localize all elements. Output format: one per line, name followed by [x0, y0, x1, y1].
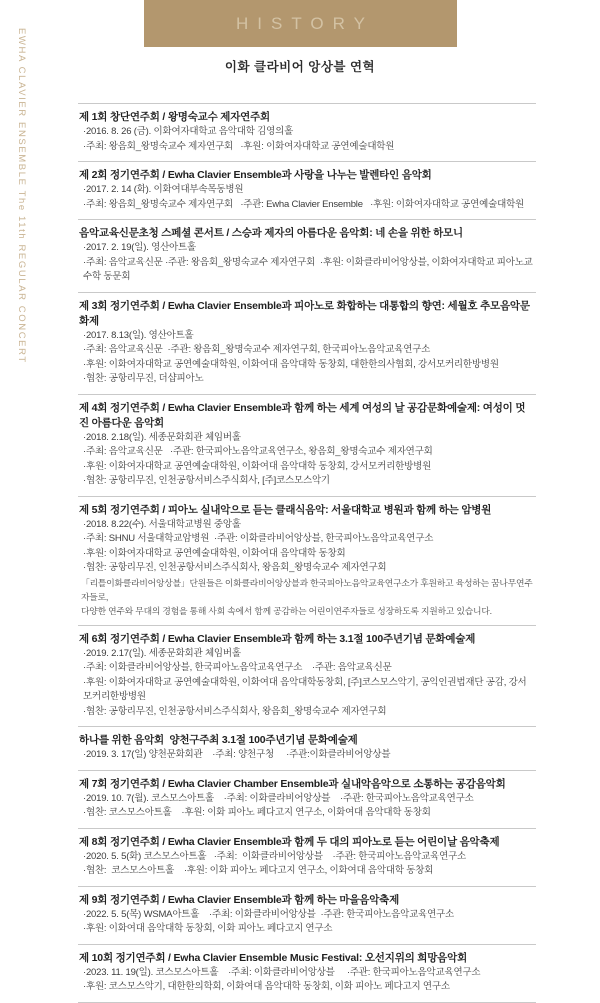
entry-title: 제 8회 정기연주회 / Ewha Clavier Ensemble과 함께 두 대의 피아노로 듣는 어린이날 음악축제: [79, 835, 500, 848]
entry-detail-line: ·협찬: 공항리무진, 인천공항서비스주식회사, 왕음회_왕명숙교수 제자연구회: [83, 705, 387, 717]
entry-detail-line: ·협찬: 공항리무진, 더샵피아노: [83, 373, 204, 384]
entry-title: 제 7회 정기연주회 / Ewha Clavier Chamber Ensemble과 실내악음악으로 소통하는 공감음악회: [79, 777, 506, 790]
entry-detail-line: ·2022. 5. 5(목) WSMA아트홀 ·주최: 이화클라비어앙상블 ·주관: 한국피아노음악교육연구소: [83, 908, 454, 920]
entry-lines: [79, 908, 535, 937]
entry-detail-line: ·후원: 이화여대 음악대학 동창회, 이화 피아노 페다고지 연구소: [83, 923, 333, 934]
entry-detail-line: ·2017. 8.13(일). 영산아트홀: [83, 329, 194, 341]
history-entry: [78, 625, 536, 727]
entry-title: 제 4회 정기연주회 / Ewha Clavier Ensemble과 함께 하는 세계 여성의 날 공감문화예술제: 여성이 멋진 아름다운 음악회: [79, 401, 526, 429]
history-entry: [78, 496, 536, 625]
history-entry: [78, 886, 536, 944]
entry-lines: [79, 183, 535, 212]
entry-detail-line: ·2016. 8. 26 (금). 이화여자대학교 음악대학 김영의홀: [83, 126, 294, 137]
history-entry: [78, 726, 536, 770]
entry-title: 음악교육신문초청 스페셜 콘서트 / 스승과 제자의 아름다운 음악회: 네 손을 위한 하모니: [79, 227, 463, 239]
entry-lines: [79, 329, 535, 387]
entry-detail-line: ·주최: 왕음회_왕명숙교수 제자연구회 ·주관: Ewha Clavier Ensemble ·후원: 이화여자대학교 공연예술대학원: [83, 198, 525, 210]
entry-detail-line: ·2019. 10. 7(월). 코스모스아트홀 ·주최: 이화클라비어앙상블 ·주관: 한국피아노음악교육연구소: [83, 792, 474, 804]
side-vertical-title: EWHA CLAVIER ENSEMBLE The 11th REGULAR CONCERT: [16, 28, 27, 364]
entry-detail-line: ·주최: 이화클라비어앙상블, 한국피아노음악교육연구소 ·주관: 음악교육신문: [83, 662, 392, 673]
entry-lines: [79, 792, 535, 821]
header-band: [144, 0, 457, 47]
entry-note-line: 「리틀이화클라비어앙상블」단원들은 이화클라비어앙상블과 한국피아노음악교육연구소가 후원하고 육성하는 꿈나무연주자들로,: [81, 577, 533, 602]
history-entry: [78, 394, 536, 496]
entry-lines: [79, 647, 535, 720]
entry-note-line: 다양한 연주와 무대의 경험을 통해 사회 속에서 함께 공감하는 어린이연주자들로 성장하도록 지원하고 있습니다.: [81, 605, 492, 616]
history-entry: [78, 770, 536, 828]
history-entry: [78, 219, 536, 292]
entry-detail-line: ·협찬: 공항리무진, 인천공항서비스주식회사, 왕음회_왕명숙교수 제자연구회: [83, 562, 387, 573]
history-entry: [78, 292, 536, 394]
entry-detail-line: ·주최: SHNU 서울대학교암병원 ·주관: 이화클라비어앙상블, 한국피아노음악교육연구소: [83, 533, 434, 544]
entry-detail-line: ·후원: 이화여자대학교 공연예술대학원, 이화여대 음악대학 동창회, 대한한의사협회, 강서모커리한방병원: [83, 358, 499, 370]
entry-detail-line: ·후원: 이화여자대학교 공연예술대학원, 이화여대 음악대학 동창회: [83, 547, 346, 559]
entry-lines: [79, 125, 535, 154]
history-entry: [78, 828, 536, 886]
entry-detail-line: ·협찬: 코스모스아트홀 ·후원: 이화 피아노 페다고지 연구소, 이화여대 음악대학 동창회: [83, 865, 434, 876]
entry-detail-line: ·주최: 음악교육신문 ·주관: 한국피아노음악교육연구소, 왕음회_왕명숙교수 제자연구회: [83, 446, 433, 457]
entry-lines: [79, 966, 535, 995]
entry-lines: [79, 241, 535, 285]
entry-title: 제 9회 정기연주회 / Ewha Clavier Ensemble과 함께 하는 마을음악축제: [79, 893, 400, 906]
entry-detail-line: ·2019. 3. 17(일) 양천문화회관 ·주최: 양천구청 ·주관:이화클라비어앙상블: [83, 749, 391, 760]
entry-detail-line: ·주최: 왕음회_왕명숙교수 제자연구회 ·후원: 이화여자대학교 공연예술대학원: [83, 140, 395, 152]
entry-lines: [79, 518, 535, 618]
page-subtitle: 이화 클라비어 앙상블 연혁: [224, 60, 376, 74]
entry-title: 제 3회 정기연주회 / Ewha Clavier Ensemble과 피아노로 화합하는 대통합의 향연: 세월호 추모음악문화제: [79, 299, 530, 327]
entry-detail-line: ·2018. 8.22(수). 서울대학교병원 중앙홀: [83, 518, 241, 530]
entry-detail-line: ·2023. 11. 19(일). 코스모스아트홀 ·주최: 이화클라비어앙상블 ·주관: 한국피아노음악교육연구소: [83, 966, 481, 978]
history-entry: [78, 103, 536, 161]
entry-title: 제 1회 창단연주회 / 왕명숙교수 제자연주회: [79, 111, 270, 123]
entry-detail-line: ·후원: 이화여자대학교 공연예술대학원, 이화여대 음악대학동창회, [주]코스모스악기, 공익인권법재단 공감, 강서모커리한방병원: [83, 676, 527, 702]
entry-detail-line: ·2017. 2. 14 (화). 이화여대부속목동병원: [83, 184, 244, 195]
entry-title: 제 2회 정기연주회 / Ewha Clavier Ensemble과 사랑을 나누는 발렌타인 음악회: [79, 169, 432, 181]
entry-lines: [79, 431, 535, 489]
entry-title: 제 5회 정기연주회 / 피아노 실내악으로 듣는 클래식음악: 서울대학교 병원과 함께 하는 암병원: [79, 503, 492, 516]
entry-detail-line: ·2018. 2.18(일). 세종문화회관 체임버홀: [83, 431, 241, 443]
entry-detail-line: ·후원: 이화여자대학교 공연예술대학원, 이화여대 음악대학 동창회, 강서모커리한방병원: [83, 460, 432, 472]
entry-detail-line: ·후원: 코스모스악기, 대한한의학회, 이화여대 음악대학 동창회, 이화 피아노 페다고지 연구소: [83, 981, 450, 992]
page-title: HISTORY: [236, 13, 374, 33]
entry-title: 제 10회 정기연주회 / Ewha Clavier Ensemble Music Festival: 오선지위의 희망음악회: [79, 951, 468, 964]
entry-detail-line: ·협찬: 공항리무진, 인천공항서비스주식회사, [주]코스모스악기: [83, 475, 330, 486]
entry-detail-line: ·주최: 음악교육신문 ·주관: 왕음회_왕명숙교수 제자연구회, 한국피아노음악교육연구소: [83, 344, 431, 355]
entry-title: 하나를 위한 음악회 양천구주최 3.1절 100주년기념 문화예술제: [79, 734, 358, 746]
history-entry: [78, 944, 536, 1002]
entry-detail-line: ·2017. 2. 19(일). 영산아트홀: [83, 242, 196, 253]
entry-title: 제 6회 정기연주회 / Ewha Clavier Ensemble과 함께 하는 3.1절 100주년기념 문화예술제: [79, 632, 476, 645]
entry-lines: [79, 850, 535, 879]
entry-detail-line: ·협찬: 코스모스아트홀 ·후원: 이화 피아노 페다고지 연구소, 이화여대 음악대학 동창회: [83, 807, 431, 818]
entry-detail-line: ·2020. 5. 5(화) 코스모스아트홀 ·주최: 이화클라비어앙상블 ·주관: 한국피아노음악교육연구소: [83, 850, 467, 862]
entry-lines: [79, 748, 535, 763]
history-list: [78, 103, 536, 1003]
history-entry: [78, 161, 536, 219]
entry-detail-line: ·2019. 2.17(일). 세종문화회관 체임버홀: [83, 647, 241, 659]
entry-detail-line: ·주최: 음악교육신문 ·주관: 왕음회_왕명숙교수 제자연구회 ·후원: 이화클라비어앙상블, 이화여자대학교 피아노교수학 동문회: [83, 256, 533, 282]
